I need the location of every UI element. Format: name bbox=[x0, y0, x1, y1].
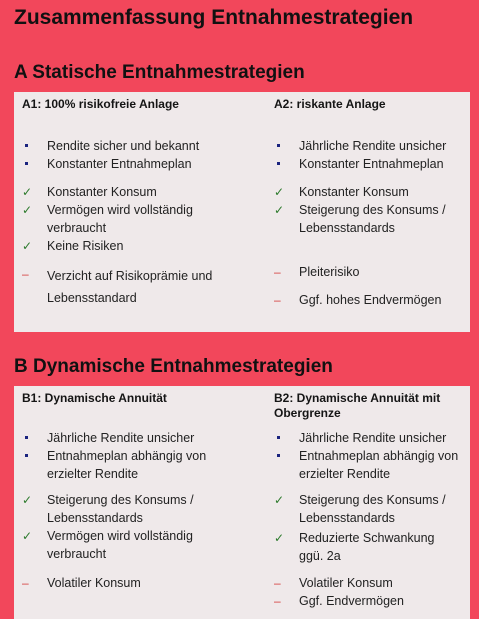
column-b2-title: B2: Dynamische Annuität mit Obergrenze bbox=[274, 391, 441, 420]
check-icon: ✓ bbox=[22, 203, 33, 217]
check-icon: ✓ bbox=[274, 531, 285, 545]
check-icon: ✓ bbox=[22, 529, 33, 543]
check-icon: ✓ bbox=[274, 185, 285, 199]
column-a2-title: A2: riskante Anlage bbox=[274, 97, 386, 111]
check-icon: ✓ bbox=[274, 493, 285, 507]
column-b1-title: B1: Dynamische Annuität bbox=[22, 391, 167, 405]
section-a-title: A Statische Entnahmestrategien bbox=[14, 62, 305, 83]
check-icon: ✓ bbox=[274, 203, 285, 217]
column-a1-title: A1: 100% risikofreie Anlage bbox=[22, 97, 179, 111]
check-icon: ✓ bbox=[22, 493, 33, 507]
check-icon: ✓ bbox=[22, 239, 33, 253]
minus-icon: – bbox=[274, 576, 281, 590]
minus-icon: – bbox=[274, 293, 281, 307]
minus-icon: – bbox=[274, 265, 281, 279]
page-title: Zusammenfassung Entnahmestrategien bbox=[14, 6, 414, 29]
minus-icon: – bbox=[22, 576, 29, 590]
section-b-title: B Dynamische Entnahmestrategien bbox=[14, 356, 333, 377]
minus-icon: – bbox=[22, 267, 29, 281]
check-icon: ✓ bbox=[22, 185, 33, 199]
section-a-panel: A1: 100% risikofreie Anlage Rendite sicher und bekannt Konstanter Entnahmeplan ✓ Konstanter Konsum ✓ Vermögen wird vollständig verbraucht ✓ Keine Risiken – Verzicht auf Risikoprämie und Lebensstandard A2: riskante Anlage Jährliche Rendite unsicher Konstanter Entnahmeplan ✓ Konstanter Konsum ✓ Steigerung des Konsums / Lebensstandards – Pleiterisiko – Ggf. hohes Endvermögen bbox=[14, 92, 470, 332]
section-b-panel: B1: Dynamische Annuität Jährliche Rendite unsicher Entnahmeplan abhängig von erzielter Rendite ✓ Steigerung des Konsums / Lebensstandards ✓ Vermögen wird vollständig verbraucht – Volatiler Konsum B2: Dynamische Annuität mit Obergrenze Jährliche Rendite unsicher Entnahmeplan abhängig von erzielter Rendite ✓ Steigerung des Konsums / Lebensstandards ✓ Reduzierte Schwankung ggü. 2a – Volatiler Konsum – Ggf. Endvermögen bbox=[14, 386, 470, 619]
minus-icon: – bbox=[274, 594, 281, 608]
